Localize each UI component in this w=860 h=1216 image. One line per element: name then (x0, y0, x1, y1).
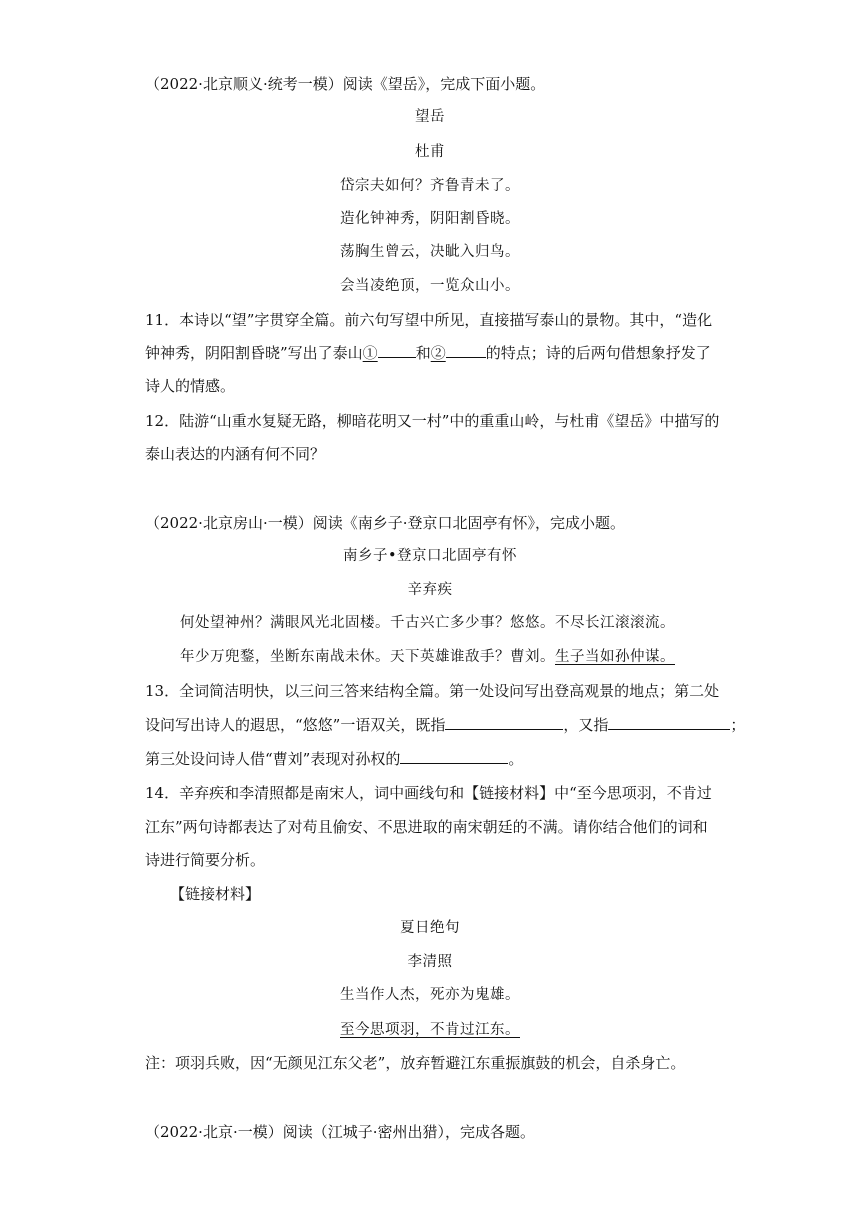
question-14-line3: 诗进行简要分析。 (145, 851, 266, 869)
blank-marker: ② (430, 344, 446, 362)
question-text: 第三处设问诗人借“曹刘”表现对孙权的 (145, 750, 401, 768)
poem-title: 夏日绝句 (400, 920, 460, 936)
question-text: ，又指 (563, 716, 609, 734)
section-header: （2022·北京房山·一模）阅读《南乡子·登京口北固亭有怀》，完成小题。 (145, 514, 625, 532)
poem-line: 造化钟神秀，阴阳割昏晓。 (340, 211, 520, 227)
underlined-line: 至今思项羽，不肯过江东。 (340, 1022, 520, 1038)
poem-title: 南乡子•登京口北固亭有怀 (342, 548, 518, 564)
poem-author: 李清照 (407, 954, 453, 970)
poem-stanza (180, 647, 860, 667)
poem-line-underlined (0, 1020, 860, 1040)
question-11-line3: 诗人的情感。 (145, 377, 236, 395)
answer-blank[interactable] (445, 715, 563, 730)
question-text: 和 (415, 344, 431, 362)
poem-title: 望岳 (415, 109, 445, 125)
question-13-line2 (145, 715, 746, 735)
poem-line: 岱宗夫如何？齐鲁青未了。 (340, 178, 520, 194)
section-header: （2022·北京顺义·统考一模）阅读《望岳》，完成下面小题。 (145, 75, 546, 93)
annotation-note: 注：项羽兵败，因“无颜见江东父老”，放弃暂避江东重振旗鼓的机会，自杀身亡。 (145, 1054, 686, 1072)
section-header: （2022·北京·一模）阅读（江城子·密州出猎），完成各题。 (145, 1123, 535, 1141)
blank-marker: ① (362, 344, 378, 362)
question-13-line3 (145, 749, 725, 769)
question-11-line2 (145, 343, 725, 363)
question-14: 14．辛弃疾和李清照都是南宋人，词中画线句和【链接材料】中“至今思项羽，不肯过 (145, 784, 712, 802)
answer-blank[interactable] (446, 343, 486, 358)
question-text: 的特点；诗的后两句借想象抒发了 (485, 344, 711, 362)
question-11: 11．本诗以“望”字贯穿全篇。前六句写望中所见，直接描写泰山的景物。其中，“造化 (145, 311, 713, 329)
poem-line: 荡胸生曾云，决眦入归鸟。 (340, 244, 520, 260)
poem-text: 年少万兜鍪，坐断东南战未休。天下英雄谁敌手？曹刘。 (180, 649, 555, 665)
question-text: 钟神秀，阴阳割昏晓”写出了泰山 (145, 344, 363, 362)
question-12: 12．陆游“山重水复疑无路，柳暗花明又一村”中的重重山岭，与杜甫《望岳》中描写的 (145, 412, 720, 430)
question-text: 。 (508, 750, 524, 768)
poem-author: 杜甫 (415, 144, 445, 160)
link-material-label: 【链接材料】 (170, 885, 261, 903)
answer-blank[interactable] (400, 749, 508, 764)
poem-line: 生当作人杰，死亦为鬼雄。 (340, 987, 520, 1003)
answer-blank[interactable] (378, 343, 416, 358)
question-12-line2: 泰山表达的内涵有何不同？ (145, 445, 326, 463)
answer-blank[interactable] (608, 715, 730, 730)
poem-author: 辛弃疾 (407, 582, 453, 598)
poem-stanza: 何处望神州？满眼风光北固楼。千古兴亡多少事？悠悠。不尽长江滚滚流。 (180, 615, 675, 631)
question-14-line2: 江东”两句诗都表达了对苟且偷安、不思进取的南宋朝廷的不满。请你结合他们的词和 (145, 818, 708, 836)
underlined-line: 生子当如孙仲谋。 (555, 649, 675, 665)
question-text: 设问写出诗人的遐思，“悠悠”一语双关，既指 (145, 716, 446, 734)
question-13: 13．全词简洁明快，以三问三答来结构全篇。第一处设问写出登高观景的地点；第二处 (145, 682, 720, 700)
question-text: ； (730, 716, 746, 734)
poem-line: 会当凌绝顶，一览众山小。 (340, 278, 520, 294)
